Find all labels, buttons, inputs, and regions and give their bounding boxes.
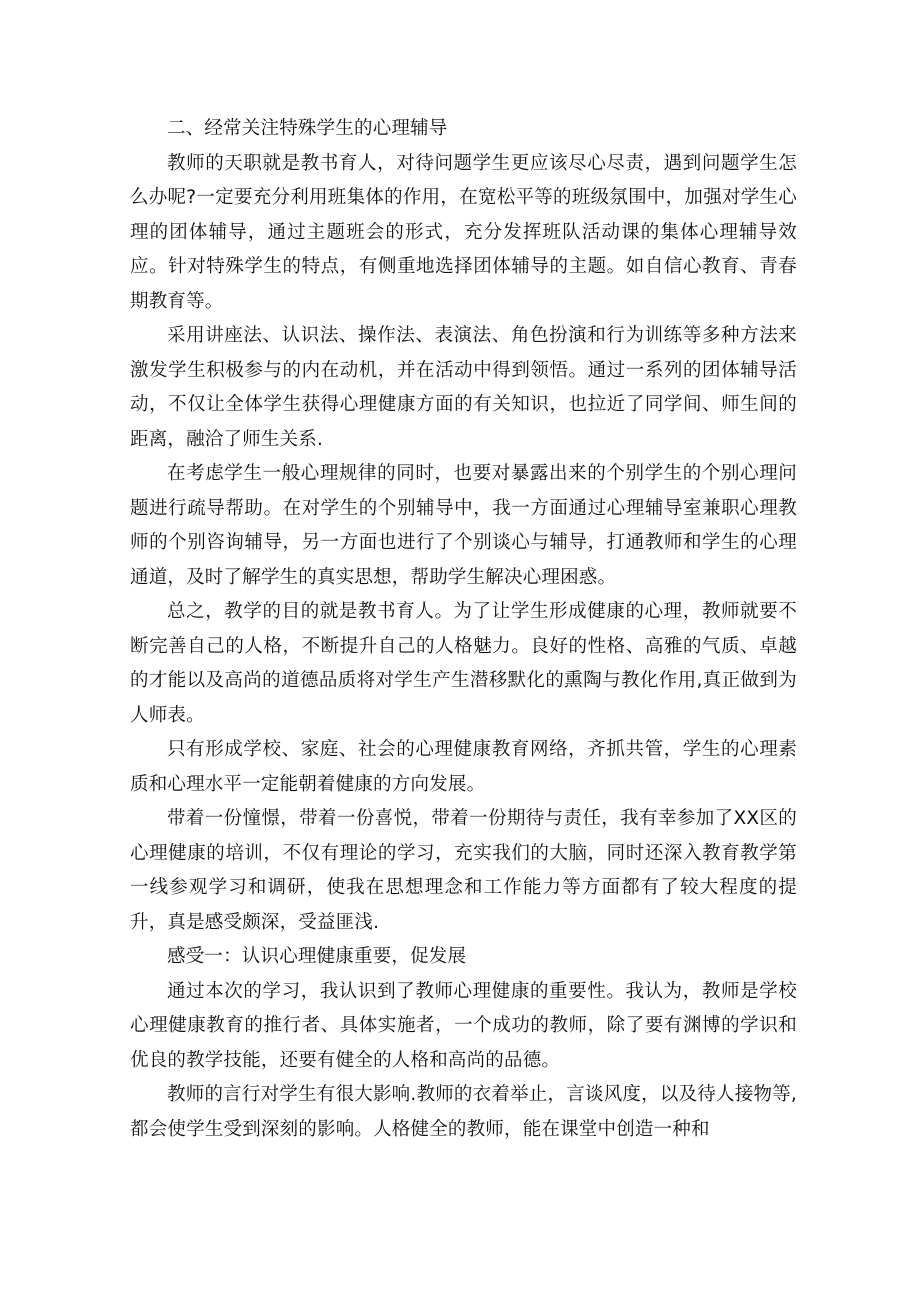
paragraph: 采用讲座法、认识法、操作法、表演法、角色扮演和行为训练等多种方法来激发学生积极参与的内在动机，并在活动中得到领悟。通过一系列的团体辅导活动，不仅让全体学生获得心理健康方面的有关知识，也拉近了同学间、师生间的距离，融洽了师生关系. — [130, 325, 797, 450]
paragraph: 总之，教学的目的就是教书育人。为了让学生形成健康的心理，教师就要不断完善自己的人格，不断提升自己的人格魅力。良好的性格、高雅的气质、卓越的才能以及高尚的道德品质将对学生产生潜移默化的熏陶与教化作用,真正做到为人师表。 — [130, 601, 797, 726]
paragraph: 通过本次的学习，我认识到了教师心理健康的重要性。我认为，教师是学校心理健康教育的推行者、具体实施者，一个成功的教师，除了要有渊博的学识和优良的教学技能，还要有健全的人格和高尚的品德。 — [130, 980, 797, 1071]
document-body — [130, 112, 797, 1147]
subsection-heading: 感受一：认识心理健康重要，促发展 — [167, 946, 467, 967]
paragraph: 带着一份憧憬，带着一份喜悦，带着一份期待与责任，我有幸参加了XX区的心理健康的培训，不仅有理论的学习，充实我们的大脑，同时还深入教育教学第一线参观学习和调研，使我在思想理念和工作能力等方面都有了较大程度的提升，真是感受颇深，受益匪浅. — [130, 808, 797, 933]
paragraph: 教师的言行对学生有很大影响.教师的衣着举止，言谈风度，以及待人接物等,都会使学生受到深刻的影响。人格健全的教师，能在课堂中创造一种和 — [130, 1084, 797, 1140]
section-heading: 二、经常关注特殊学生的心理辅导 — [167, 118, 448, 139]
paragraph: 在考虑学生一般心理规律的同时，也要对暴露出来的个别学生的个别心理问题进行疏导帮助。在对学生的个别辅导中，我一方面通过心理辅导室兼职心理教师的个别咨询辅导，另一方面也进行了个别谈心与辅导，打通教师和学生的心理通道，及时了解学生的真实思想，帮助学生解决心理困惑。 — [130, 463, 797, 588]
paragraph: 教师的天职就是教书育人，对待问题学生更应该尽心尽责，遇到问题学生怎么办呢?一定要充分利用班集体的作用，在宽松平等的班级氛围中，加强对学生心理的团体辅导，通过主题班会的形式，充分发挥班队活动课的集体心理辅导效应。针对特殊学生的特点，有侧重地选择团体辅导的主题。如自信心教育、青春期教育等。 — [130, 152, 797, 312]
paragraph: 只有形成学校、家庭、社会的心理健康教育网络，齐抓共管，学生的心理素质和心理水平一定能朝着健康的方向发展。 — [130, 739, 797, 795]
